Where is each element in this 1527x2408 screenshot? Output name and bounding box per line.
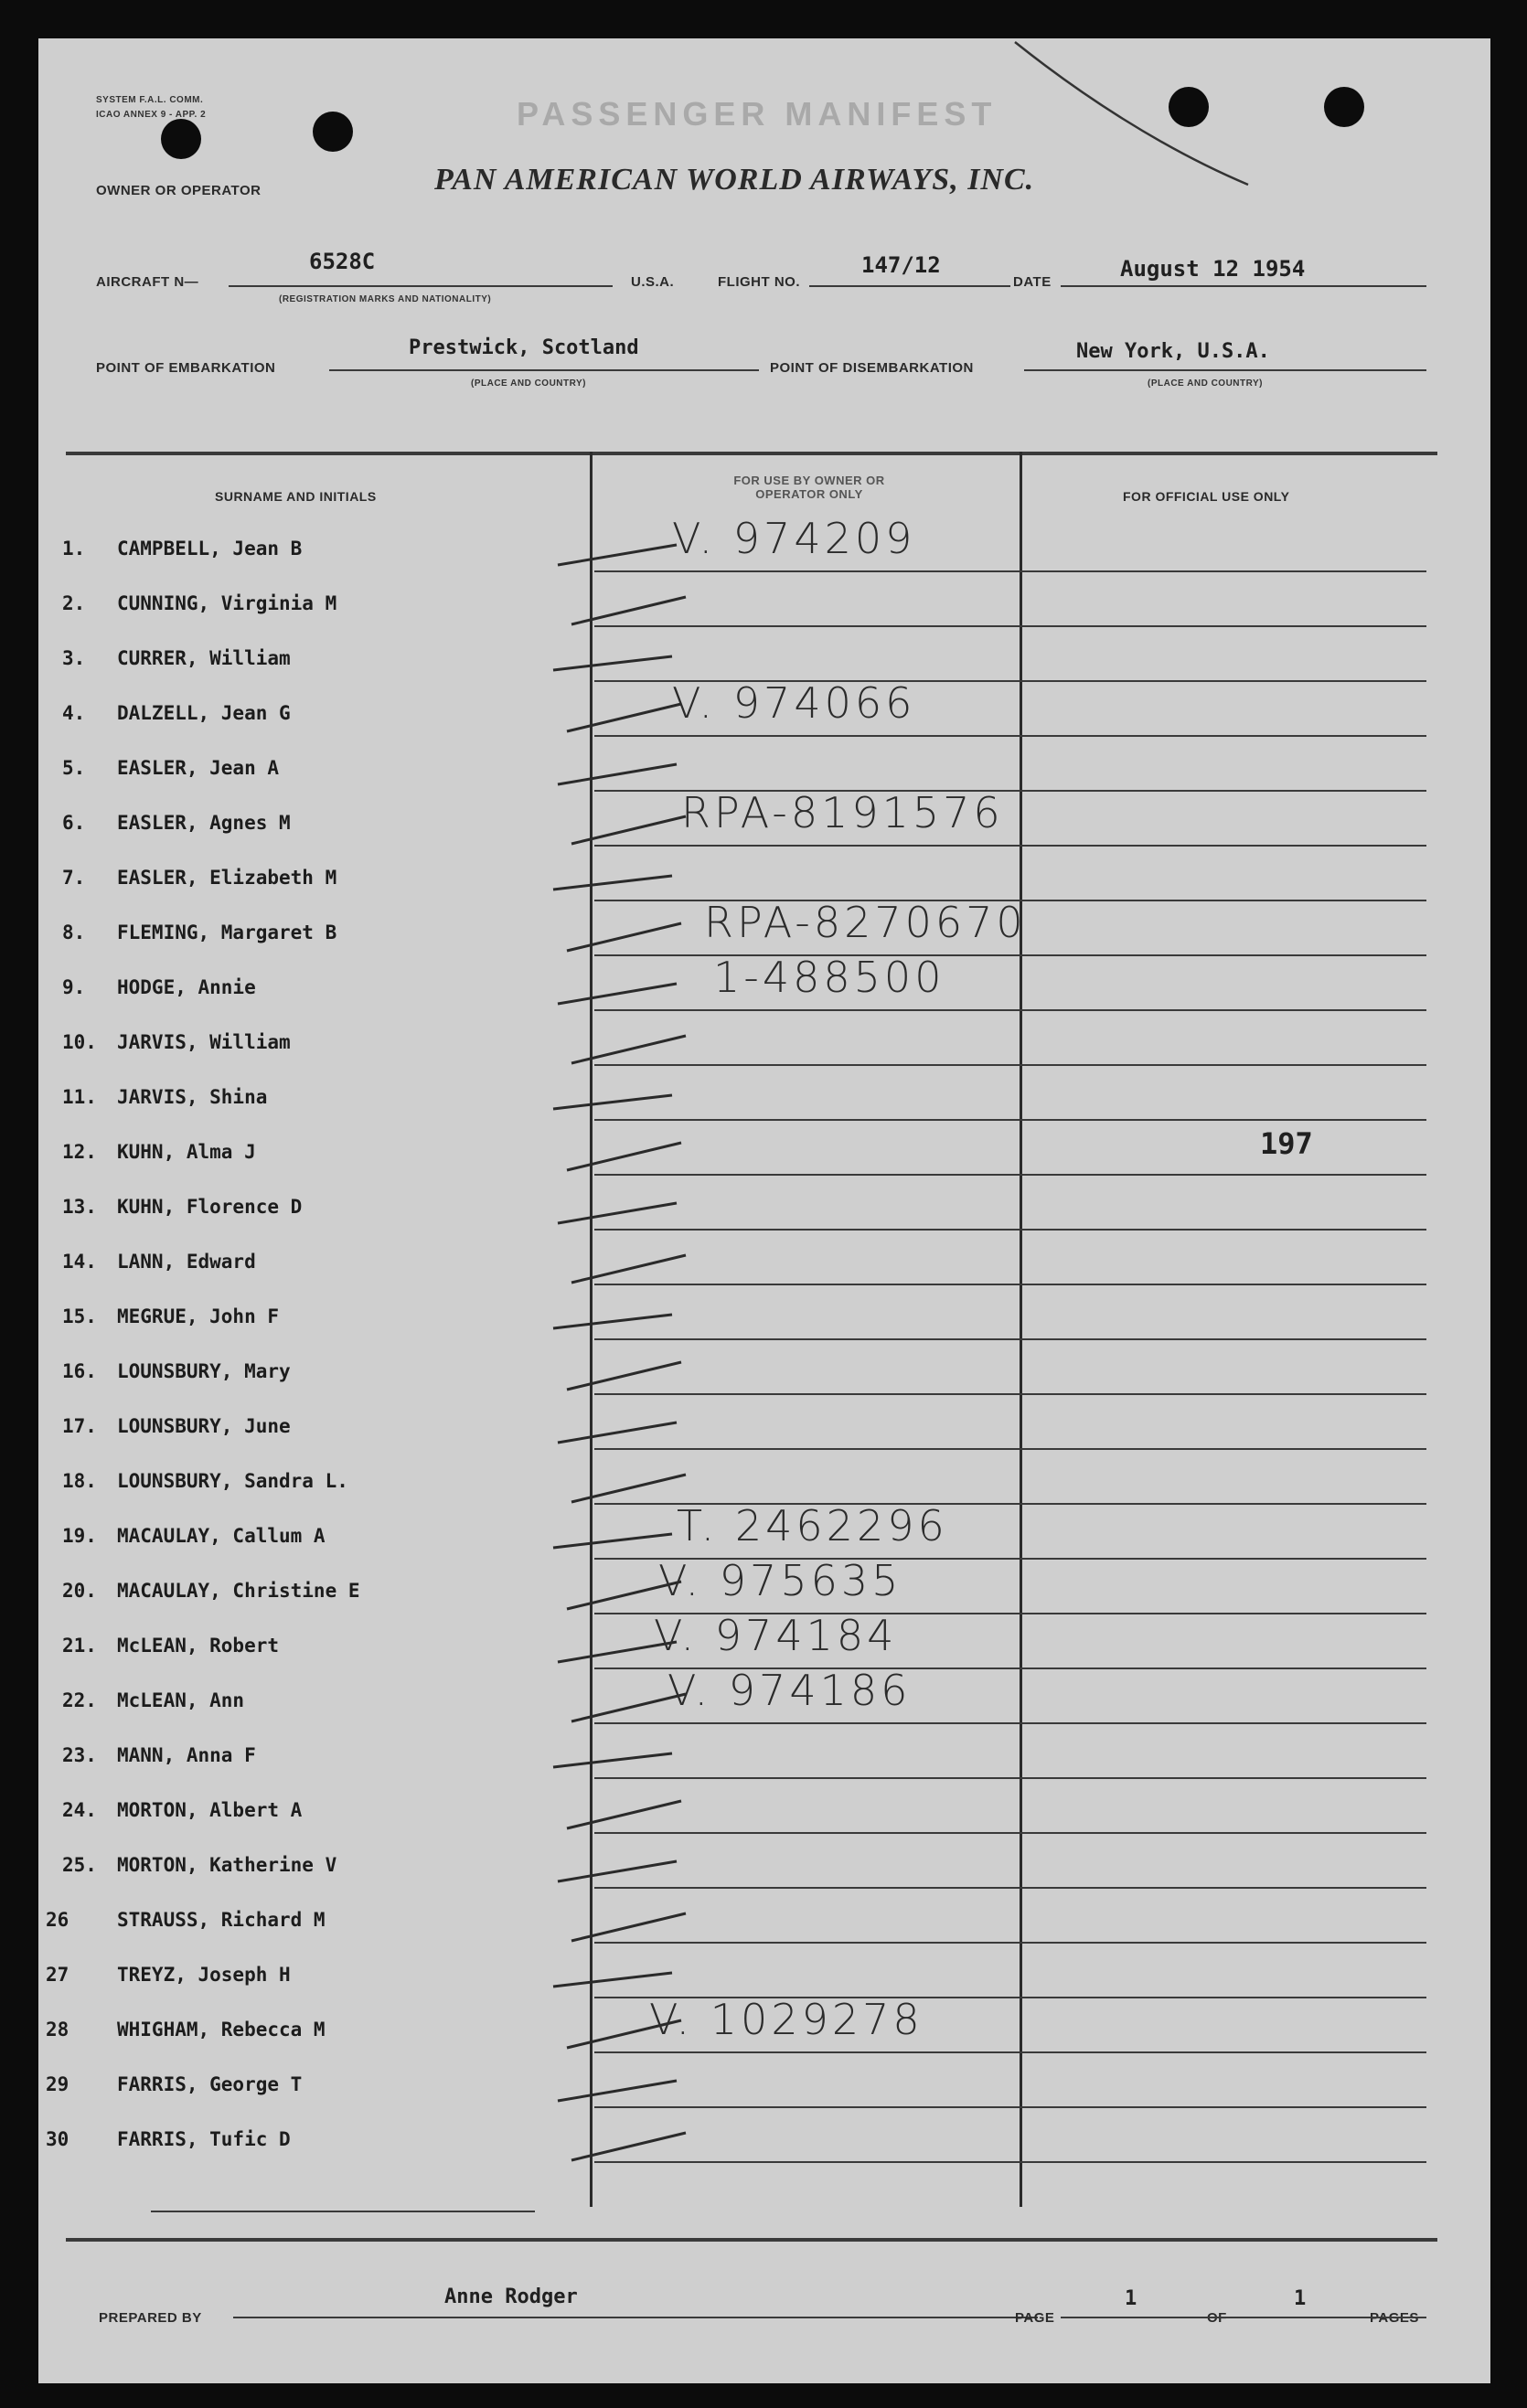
passenger-name: KUHN, Alma J: [117, 1141, 256, 1163]
passenger-name: KUHN, Florence D: [117, 1196, 303, 1218]
document-number: 1-488500: [713, 953, 945, 1002]
row-number: 5.: [62, 757, 86, 779]
embarkation-label: POINT OF EMBARKATION: [96, 360, 276, 376]
document-number: RPA-8191576: [681, 788, 1004, 837]
row-number: 6.: [62, 812, 86, 834]
punch-hole: [313, 112, 353, 152]
row-number: 18.: [62, 1470, 97, 1492]
row-number: 9.: [62, 976, 86, 998]
punch-hole: [1324, 87, 1364, 127]
passenger-name: EASLER, Jean A: [117, 757, 280, 779]
registration-note: (REGISTRATION MARKS AND NATIONALITY): [279, 294, 492, 304]
row-number: 29: [46, 2073, 69, 2095]
disembarkation-value: New York, U.S.A.: [1076, 340, 1270, 363]
document-number: V. 975635: [658, 1556, 902, 1605]
flight-label: FLIGHT NO.: [718, 274, 800, 290]
row-rule: [594, 625, 1426, 627]
prepared-line: [233, 2317, 1038, 2318]
table-bottom-rule: [66, 2238, 1437, 2242]
prepared-value: Anne Rodger: [444, 2285, 578, 2308]
form-title: PASSENGER MANIFEST: [517, 95, 998, 133]
row-number: 2.: [62, 592, 86, 614]
flight-line: [809, 285, 1010, 287]
aircraft-value: 6528C: [309, 249, 376, 274]
row-rule: [594, 1009, 1426, 1011]
document-number: T. 2462296: [677, 1501, 948, 1550]
passenger-name: WHIGHAM, Rebecca M: [117, 2019, 326, 2040]
passenger-name: CUNNING, Virginia M: [117, 592, 337, 614]
passenger-name: FARRIS, Tufic D: [117, 2128, 291, 2150]
row-rule: [594, 845, 1426, 847]
row-rule: [594, 1777, 1426, 1779]
disembarkation-label: POINT OF DISEMBARKATION: [770, 360, 974, 376]
passenger-name: McLEAN, Robert: [117, 1635, 280, 1657]
row-rule: [594, 1174, 1426, 1176]
document-number: RPA-8270670: [704, 898, 1027, 947]
col-owner-header: FOR USE BY OWNER OR OPERATOR ONLY: [733, 474, 885, 501]
row-number: 16.: [62, 1360, 97, 1382]
row-rule: [594, 1942, 1426, 1944]
owner-label: OWNER OR OPERATOR: [96, 183, 262, 198]
row-rule: [594, 1064, 1426, 1066]
passenger-name: LOUNSBURY, Sandra L.: [117, 1470, 348, 1492]
row-rule: [594, 1393, 1426, 1395]
row-number: 19.: [62, 1525, 97, 1547]
row-rule: [594, 1338, 1426, 1340]
date-value: August 12 1954: [1120, 256, 1306, 282]
punch-hole: [161, 119, 201, 159]
row-number: 22.: [62, 1689, 97, 1711]
passenger-name: LOUNSBURY, Mary: [117, 1360, 291, 1382]
punch-hole: [1169, 87, 1209, 127]
aircraft-label: AIRCRAFT N—: [96, 274, 199, 290]
row-number: 14.: [62, 1251, 97, 1273]
row-number: 27: [46, 1964, 69, 1986]
row-rule: [594, 1887, 1426, 1889]
row-rule: [594, 2106, 1426, 2108]
passenger-name: EASLER, Elizabeth M: [117, 867, 337, 889]
passenger-name: MACAULAY, Christine E: [117, 1580, 360, 1602]
row-number: 3.: [62, 647, 86, 669]
row-rule: [594, 1448, 1426, 1450]
row-number: 8.: [62, 922, 86, 943]
airline-name: PAN AMERICAN WORLD AIRWAYS, INC.: [434, 163, 1035, 197]
document-number: V. 974184: [654, 1611, 898, 1660]
row-number: 11.: [62, 1086, 97, 1108]
passenger-name: FLEMING, Margaret B: [117, 922, 337, 943]
passenger-name: JARVIS, Shina: [117, 1086, 268, 1108]
stamp-line-2: ICAO ANNEX 9 - APP. 2: [96, 110, 207, 120]
row-number: 26: [46, 1909, 69, 1931]
page-label: PAGE: [1015, 2310, 1055, 2326]
row-number: 4.: [62, 702, 86, 724]
col-surname-header: SURNAME AND INITIALS: [215, 489, 377, 504]
closing-stroke: [151, 2211, 535, 2212]
place-note-disembark: (PLACE AND COUNTRY): [1148, 378, 1263, 389]
row-number: 17.: [62, 1415, 97, 1437]
passenger-name: McLEAN, Ann: [117, 1689, 245, 1711]
col-official-header: FOR OFFICIAL USE ONLY: [1123, 489, 1290, 504]
passenger-name: CAMPBELL, Jean B: [117, 538, 303, 559]
column-divider-2: [1020, 452, 1022, 2207]
passenger-name: HODGE, Annie: [117, 976, 256, 998]
passenger-name: EASLER, Agnes M: [117, 812, 291, 834]
disembarkation-line: [1024, 369, 1426, 371]
row-number: 28: [46, 2019, 69, 2040]
passenger-name: LANN, Edward: [117, 1251, 256, 1273]
passenger-name: STRAUSS, Richard M: [117, 1909, 326, 1931]
document-number: V. 1029278: [649, 1995, 924, 2044]
row-number: 10.: [62, 1031, 97, 1053]
passenger-name: MEGRUE, John F: [117, 1305, 280, 1327]
row-number: 15.: [62, 1305, 97, 1327]
passenger-name: CURRER, William: [117, 647, 291, 669]
row-rule: [594, 2051, 1426, 2053]
embarkation-value: Prestwick, Scotland: [409, 336, 639, 359]
row-rule: [594, 1229, 1426, 1231]
row-number: 24.: [62, 1799, 97, 1821]
usa-label: U.S.A.: [631, 274, 675, 290]
date-line: [1061, 285, 1426, 287]
passenger-name: LOUNSBURY, June: [117, 1415, 291, 1437]
document-number: V. 974209: [672, 514, 916, 563]
of-value: 1: [1294, 2287, 1307, 2310]
row-number: 23.: [62, 1744, 97, 1766]
passenger-name: MACAULAY, Callum A: [117, 1525, 326, 1547]
row-rule: [594, 2161, 1426, 2163]
passenger-name: JARVIS, William: [117, 1031, 291, 1053]
flight-value: 147/12: [861, 252, 941, 278]
page-value: 1: [1125, 2287, 1137, 2310]
document-number: V. 974186: [667, 1666, 912, 1715]
row-rule: [594, 1722, 1426, 1724]
official-mark: 197: [1260, 1126, 1313, 1161]
aircraft-line: [229, 285, 613, 287]
row-number: 20.: [62, 1580, 97, 1602]
row-number: 12.: [62, 1141, 97, 1163]
passenger-name: TREYZ, Joseph H: [117, 1964, 291, 1986]
embarkation-line: [329, 369, 759, 371]
row-rule: [594, 1832, 1426, 1834]
table-top-rule: [66, 452, 1437, 455]
row-rule: [594, 1119, 1426, 1121]
row-rule: [594, 735, 1426, 737]
column-divider-1: [590, 452, 593, 2207]
row-number: 7.: [62, 867, 86, 889]
row-rule: [594, 570, 1426, 572]
date-label: DATE: [1013, 274, 1052, 290]
passenger-name: MANN, Anna F: [117, 1744, 256, 1766]
row-rule: [594, 1284, 1426, 1285]
page-line: [1061, 2317, 1426, 2318]
passenger-name: DALZELL, Jean G: [117, 702, 291, 724]
document-number: V. 974066: [672, 678, 916, 728]
row-number: 25.: [62, 1854, 97, 1876]
place-note-embark: (PLACE AND COUNTRY): [471, 378, 586, 389]
stamp-line-1: SYSTEM F.A.L. COMM.: [96, 95, 204, 105]
passenger-name: MORTON, Albert A: [117, 1799, 303, 1821]
prepared-label: PREPARED BY: [99, 2310, 202, 2326]
row-number: 13.: [62, 1196, 97, 1218]
row-number: 1.: [62, 538, 86, 559]
row-number: 21.: [62, 1635, 97, 1657]
row-number: 30: [46, 2128, 69, 2150]
passenger-name: MORTON, Katherine V: [117, 1854, 337, 1876]
passenger-name: FARRIS, George T: [117, 2073, 303, 2095]
